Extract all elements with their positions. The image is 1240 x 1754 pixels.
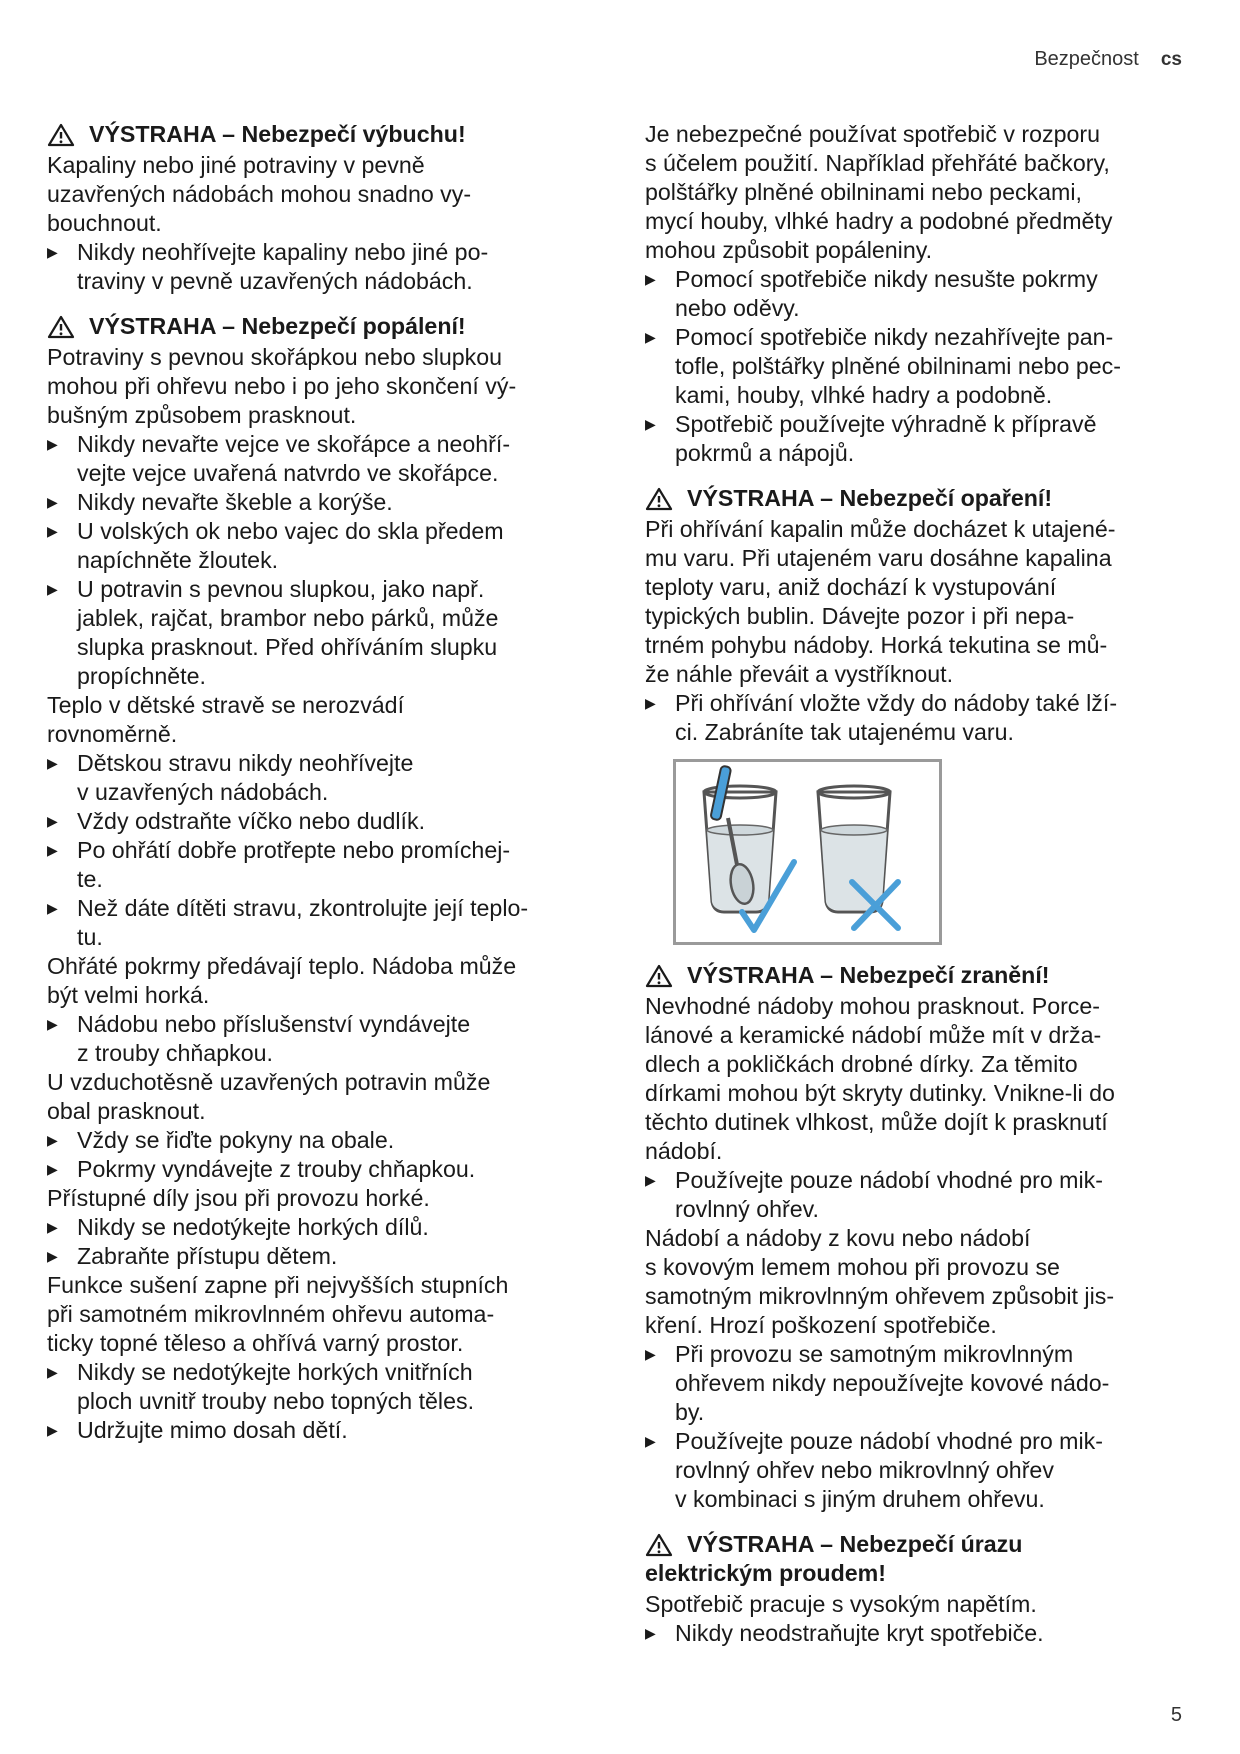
bullet-arrow-icon: ▶: [47, 523, 58, 539]
bullet-arrow-icon: ▶: [47, 1422, 58, 1438]
list-item: ▶ Nikdy se nedotýkejte horkých dílů.: [47, 1214, 429, 1240]
bullet-arrow-icon: ▶: [47, 900, 58, 916]
warning-electric-title-cont: elektrickým proudem!: [645, 1560, 886, 1586]
bullet-arrow-icon: ▶: [47, 1132, 58, 1148]
list-item: ▶ Spotřebič používejte výhradně k přípravě pokrmů a nápojů.: [645, 411, 1097, 466]
warning-explosion-text: Kapaliny nebo jiné potraviny v pevně uzavřených nádobách mohou snadno vy- bouchnout.: [47, 152, 472, 236]
paragraph: Teplo v dětské stravě se nerozvádí rovnoměrně.: [47, 692, 405, 747]
list-item: ▶ U potravin s pevnou slupkou, jako např. jablek, rajčat, brambor nebo párků, může slupka prasknout. Před ohříváním slupku propíchněte.: [47, 576, 499, 689]
left-column: [47, 120, 579, 1445]
warning-triangle-icon: [645, 961, 675, 990]
bullet-arrow-icon: ▶: [645, 1625, 656, 1641]
bullet-arrow-icon: ▶: [47, 813, 58, 829]
warning-burn-title: VÝSTRAHA – Nebezpečí popálení!: [47, 312, 579, 341]
bullet-arrow-icon: ▶: [645, 1346, 656, 1362]
bullet-arrow-icon: ▶: [645, 1172, 656, 1188]
bullet-arrow-icon: ▶: [645, 1433, 656, 1449]
paragraph: Je nebezpečné používat spotřebič v rozporu s účelem použití. Například přehřáté bačkory, polštářky plněné obilninami nebo peckami, mycí houby, vlhké hadry a podobné předměty mohou způsobit popáleniny.: [645, 121, 1113, 263]
page-number: 5: [1170, 1704, 1182, 1726]
warning-triangle-icon: [47, 312, 77, 341]
spoon-in-glass-illustration: [673, 759, 942, 945]
list-item: ▶ Dětskou stravu nikdy neohřívejte v uzavřených nádobách.: [47, 750, 414, 805]
bullet-arrow-icon: ▶: [47, 494, 58, 510]
bullet-arrow-icon: ▶: [47, 1016, 58, 1032]
bullet-arrow-icon: ▶: [645, 695, 656, 711]
warning-triangle-icon: [645, 1530, 675, 1559]
list-item: ▶ Používejte pouze nádobí vhodné pro mik- rovlnný ohřev nebo mikrovlnný ohřev v kombinaci s jiným druhem ohřevu.: [645, 1428, 1103, 1512]
list-item: ▶ Než dáte dítěti stravu, zkontrolujte její teplo- tu.: [47, 895, 529, 950]
glass-without-spoon-icon: [818, 786, 898, 928]
warning-explosion-title: VÝSTRAHA – Nebezpečí výbuchu!: [47, 120, 579, 149]
language-code: cs: [1160, 49, 1182, 70]
list-item: ▶ Nikdy nevařte vejce ve skořápce a neohří- vejte vejce uvařená natvrdo ve skořápce.: [47, 431, 511, 486]
bullet-arrow-icon: ▶: [47, 436, 58, 452]
list-item: ▶ Nikdy nevařte škeble a korýše.: [47, 489, 393, 515]
warning-injury-text: Nevhodné nádoby mohou prasknout. Porce- lánové a keramické nádobí může mít v drža- dlech a pokličkách drobné dírky. Za těmito dírkami mohou být skryty dutinky. Vnikne-li do těchto dutinek vlhkost, může dojít k prasknutí nádobí.: [645, 993, 1115, 1164]
list-item: ▶ Nikdy neodstraňujte kryt spotřebiče.: [645, 1620, 1044, 1646]
bullet-arrow-icon: ▶: [645, 416, 656, 432]
warning-triangle-icon: [645, 484, 675, 513]
list-item: ▶ Nikdy se nedotýkejte horkých vnitřních ploch uvnitř trouby nebo topných těles.: [47, 1359, 475, 1414]
glass-with-spoon-icon: [704, 766, 794, 930]
warning-burn-text: Potraviny s pevnou skořápkou nebo slupkou mohou při ohřevu nebo i po jeho skončení vý- bušným způsobem prasknout.: [47, 344, 517, 428]
paragraph: U vzduchotěsně uzavřených potravin může obal prasknout.: [47, 1069, 491, 1124]
list-item: ▶ Používejte pouze nádobí vhodné pro mik- rovlnný ohřev.: [645, 1167, 1103, 1222]
bullet-arrow-icon: ▶: [47, 1161, 58, 1177]
bullet-arrow-icon: ▶: [47, 842, 58, 858]
warning-electric-title: VÝSTRAHA – Nebezpečí úrazu: [645, 1530, 1185, 1559]
warning-injury-title: VÝSTRAHA – Nebezpečí zranění!: [645, 961, 1185, 990]
warning-electric-text: Spotřebič pracuje s vysokým napětím.: [645, 1591, 1037, 1617]
list-item: ▶ Po ohřátí dobře protřepte nebo promíchej- te.: [47, 837, 511, 892]
list-item: ▶ U volských ok nebo vajec do skla předem napíchněte žloutek.: [47, 518, 504, 573]
paragraph: Ohřáté pokrmy předávají teplo. Nádoba může být velmi horká.: [47, 953, 517, 1008]
list-item: ▶ Nikdy neohřívejte kapaliny nebo jiné po- traviny v pevně uzavřených nádobách.: [47, 239, 489, 294]
list-item: ▶ Udržujte mimo dosah dětí.: [47, 1417, 348, 1443]
list-item: ▶ Při provozu se samotným mikrovlnným ohřevem nikdy nepoužívejte kovové nádo- by.: [645, 1341, 1110, 1425]
bullet-arrow-icon: ▶: [47, 1364, 58, 1380]
bullet-arrow-icon: ▶: [47, 244, 58, 260]
list-item: ▶ Pomocí spotřebiče nikdy nezahřívejte pan- tofle, polštářky plněné obilninami nebo pec- kami, houby, vlhké hadry a podobně.: [645, 324, 1121, 408]
bullet-arrow-icon: ▶: [47, 581, 58, 597]
list-item: ▶ Při ohřívání vložte vždy do nádoby také lží- ci. Zabráníte tak utajenému varu.: [645, 690, 1118, 745]
paragraph: Funkce sušení zapne při nejvyšších stupních při samotném mikrovlnném ohřevu automa- ticky topné těleso a ohřívá varný prostor.: [47, 1272, 509, 1356]
paragraph: Nádobí a nádoby z kovu nebo nádobí s kovovým lemem mohou při provozu se samotným mikrovlnným ohřevem způsobit jis- kření. Hrozí poškození spotřebiče.: [645, 1225, 1115, 1338]
page-header: [1034, 48, 1182, 71]
bullet-arrow-icon: ▶: [47, 1248, 58, 1264]
bullet-arrow-icon: ▶: [47, 1219, 58, 1235]
list-item: ▶ Vždy odstraňte víčko nebo dudlík.: [47, 808, 426, 834]
list-item: ▶ Vždy se řiďte pokyny na obale.: [47, 1127, 395, 1153]
list-item: ▶ Pomocí spotřebiče nikdy nesušte pokrmy nebo oděvy.: [645, 266, 1098, 321]
warning-triangle-icon: [47, 120, 77, 149]
list-item: ▶ Zabraňte přístupu dětem.: [47, 1243, 338, 1269]
section-title: Bezpečnost: [1034, 48, 1139, 70]
list-item: ▶ Nádobu nebo příslušenství vyndávejte z trouby chňapkou.: [47, 1011, 471, 1066]
paragraph: Přístupné díly jsou při provozu horké.: [47, 1185, 430, 1211]
warning-scald-title: VÝSTRAHA – Nebezpečí opaření!: [645, 484, 1185, 513]
warning-scald-text: Při ohřívání kapalin může docházet k utajené- mu varu. Při utajeném varu dosáhne kapalina teploty varu, aniž dochází k vystupování typických bublin. Dávejte pozor i při nepa- trném pohybu nádoby. Horká tekutina se mů- že náhle převáit a vystříknout.: [645, 516, 1116, 687]
bullet-arrow-icon: ▶: [47, 755, 58, 771]
list-item: ▶ Pokrmy vyndávejte z trouby chňapkou.: [47, 1156, 476, 1182]
bullet-arrow-icon: ▶: [645, 271, 656, 287]
bullet-arrow-icon: ▶: [645, 329, 656, 345]
right-column: [645, 120, 1185, 1648]
